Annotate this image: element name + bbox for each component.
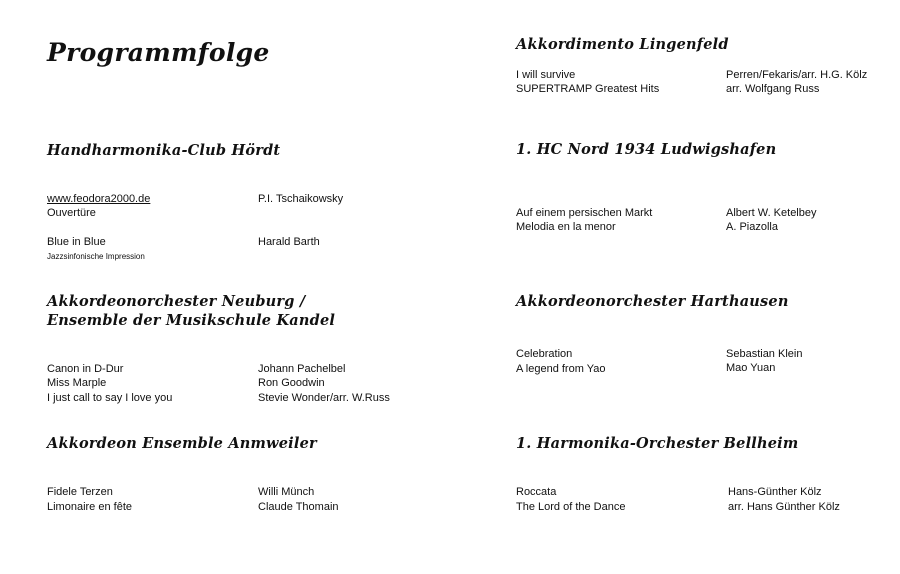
composer: A. Piazolla bbox=[726, 221, 778, 233]
composer: Albert W. Ketelbey bbox=[726, 207, 817, 219]
section-heading: 1. Harmonika-Orchester Bellheim bbox=[516, 435, 799, 452]
piece-title: Canon in D-Dur bbox=[47, 363, 124, 375]
piece-title: Limonaire en fête bbox=[47, 501, 132, 513]
piece-title: Miss Marple bbox=[47, 377, 107, 389]
composer: Claude Thomain bbox=[258, 501, 339, 513]
composer: arr. Wolfgang Russ bbox=[726, 83, 820, 95]
composer: Perren/Fekaris/arr. H.G. Kölz bbox=[726, 69, 868, 81]
section-heading: Ensemble der Musikschule Kandel bbox=[47, 312, 336, 329]
composer: Johann Pachelbel bbox=[258, 363, 346, 375]
composer: Sebastian Klein bbox=[726, 348, 803, 360]
composer: Stevie Wonder/arr. W.Russ bbox=[258, 392, 390, 404]
composer: Ron Goodwin bbox=[258, 377, 325, 389]
section-heading: 1. HC Nord 1934 Ludwigshafen bbox=[516, 141, 777, 158]
piece-title: Celebration bbox=[516, 348, 573, 360]
piece-title: I just call to say I love you bbox=[47, 392, 173, 404]
section-heading: Akkordeonorchester Harthausen bbox=[516, 293, 789, 310]
composer: Mao Yuan bbox=[726, 362, 776, 374]
piece-title: Auf einem persischen Markt bbox=[516, 207, 653, 219]
composer: P.I. Tschaikowsky bbox=[258, 193, 344, 205]
composer: arr. Hans Günther Kölz bbox=[728, 501, 840, 513]
composer: Hans-Günther Kölz bbox=[728, 486, 822, 498]
piece-title: Melodia en la menor bbox=[516, 221, 616, 233]
piece-title: The Lord of the Dance bbox=[516, 501, 626, 513]
piece-title: Fidele Terzen bbox=[47, 486, 113, 498]
section-heading: Akkordeonorchester Neuburg / bbox=[47, 293, 306, 310]
piece-title: Roccata bbox=[516, 486, 557, 498]
piece-title: Blue in Blue bbox=[47, 236, 106, 248]
section-heading: Akkordeon Ensemble Anmweiler bbox=[47, 435, 317, 452]
section-heading: Handharmonika-Club Hördt bbox=[47, 142, 281, 159]
piece-title: Ouvertüre bbox=[47, 207, 96, 219]
piece-title: SUPERTRAMP Greatest Hits bbox=[516, 83, 660, 95]
section-heading: Akkordimento Lingenfeld bbox=[516, 36, 729, 53]
piece-title: I will survive bbox=[516, 69, 576, 81]
piece-subtitle: Jazzsinfonische Impression bbox=[47, 252, 145, 261]
website-link[interactable]: www.feodora2000.de bbox=[47, 193, 151, 205]
composer: Harald Barth bbox=[258, 236, 320, 248]
composer: Willi Münch bbox=[258, 486, 315, 498]
page-title: Programmfolge bbox=[47, 38, 270, 67]
piece-title: A legend from Yao bbox=[516, 363, 606, 375]
